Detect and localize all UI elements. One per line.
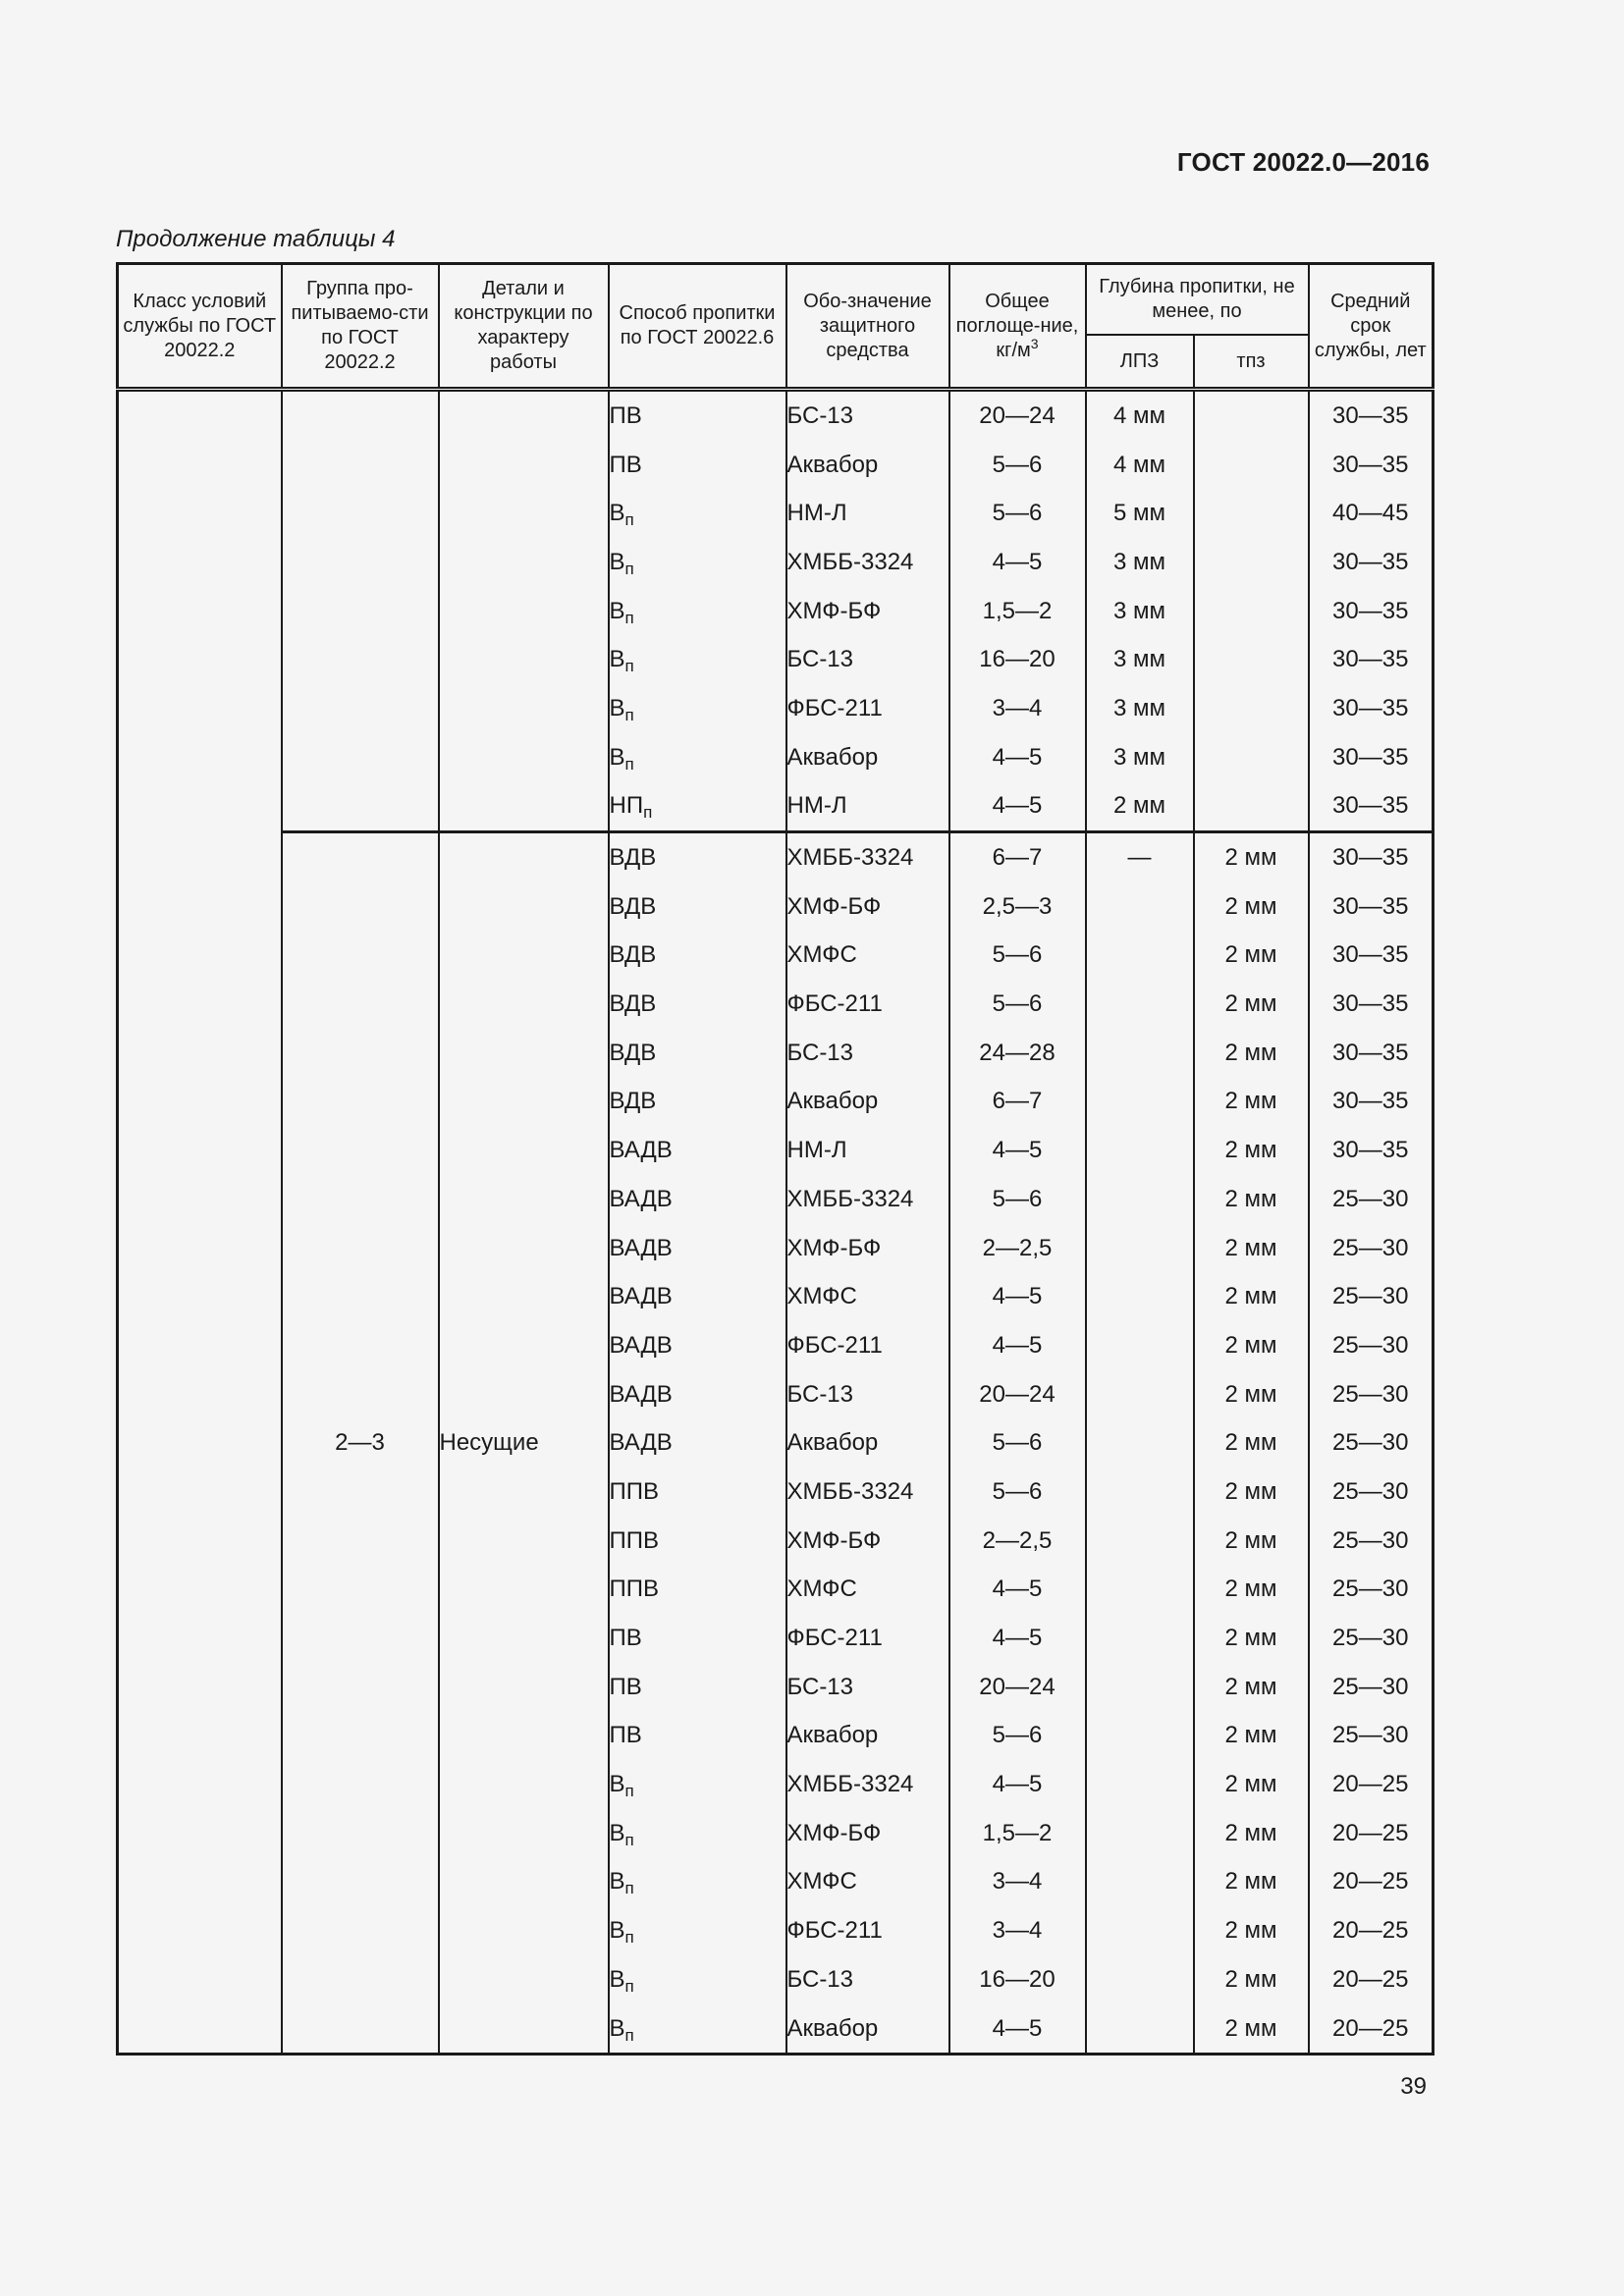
cell-depth-lpz: 5 мм: [1086, 489, 1194, 538]
cell-agent: ХМФ-БФ: [786, 1809, 949, 1858]
cell-absorption: 4—5: [949, 1321, 1086, 1370]
cell-agent: БС-13: [786, 390, 949, 441]
cell-agent: ХМББ-3324: [786, 1468, 949, 1517]
header-service-life: Средний срок службы, лет: [1309, 264, 1434, 390]
cell-depth-tpz: [1194, 635, 1309, 684]
cell-absorption: 20—24: [949, 1370, 1086, 1419]
cell-depth-lpz: 3 мм: [1086, 635, 1194, 684]
cell-method-text: ВАДВ: [609, 1283, 673, 1310]
cell-absorption: 5—6: [949, 1418, 1086, 1468]
page-number: 39: [1400, 2073, 1427, 2100]
cell-absorption: 20—24: [949, 390, 1086, 441]
cell-depth-lpz: [1086, 1760, 1194, 1809]
cell-depth-tpz: 2 мм: [1194, 1614, 1309, 1663]
cell-service-life: 25—30: [1309, 1614, 1434, 1663]
cell-depth-tpz: 2 мм: [1194, 1029, 1309, 1078]
cell-method: [609, 1809, 786, 1858]
cell-depth-tpz: 2 мм: [1194, 1712, 1309, 1761]
cell-method-text: В: [609, 1819, 625, 1846]
cell-agent: БС-13: [786, 1370, 949, 1419]
cell-agent: ХМББ-3324: [786, 832, 949, 882]
cell-method-text: ВАДВ: [609, 1380, 673, 1408]
cell-method: [609, 684, 786, 733]
cell-agent: БС-13: [786, 1955, 949, 2004]
cell-absorbability-group: 2—3: [282, 832, 439, 2055]
cell-method-text: ВДВ: [609, 990, 657, 1018]
cell-method: [609, 1712, 786, 1761]
cell-agent: Аквабор: [786, 1078, 949, 1127]
cell-method: [609, 1272, 786, 1321]
cell-depth-tpz: 2 мм: [1194, 1370, 1309, 1419]
cell-service-life: 25—30: [1309, 1224, 1434, 1273]
header-work-type: Детали и конструкции по характеру работы: [439, 264, 609, 390]
cell-depth-lpz: [1086, 1858, 1194, 1907]
cell-method-text: В: [609, 1771, 625, 1798]
cell-method-text: ВАДВ: [609, 1137, 673, 1164]
cell-service-life: 20—25: [1309, 1858, 1434, 1907]
cell-service-life: 25—30: [1309, 1468, 1434, 1517]
cell-service-life: 25—30: [1309, 1712, 1434, 1761]
cell-service-life: 25—30: [1309, 1370, 1434, 1419]
cell-absorption: 3—4: [949, 1858, 1086, 1907]
header-service-class: Класс условий службы по ГОСТ 20022.2: [118, 264, 282, 390]
cell-service-life: 30—35: [1309, 684, 1434, 733]
cell-method: [609, 1906, 786, 1955]
cell-depth-tpz: 2 мм: [1194, 1321, 1309, 1370]
cell-method-text: НП: [609, 792, 644, 820]
cell-absorption: 5—6: [949, 1175, 1086, 1224]
cell-method: [609, 1858, 786, 1907]
cell-method-subscript: п: [624, 1782, 634, 1801]
cell-agent: ФБС-211: [786, 980, 949, 1029]
cell-depth-lpz: 4 мм: [1086, 390, 1194, 441]
cell-method: [609, 782, 786, 832]
cell-agent: ХМФС: [786, 1566, 949, 1615]
cell-depth-tpz: 2 мм: [1194, 1272, 1309, 1321]
cell-depth-tpz: [1194, 587, 1309, 636]
cell-depth-lpz: [1086, 932, 1194, 981]
cell-method-subscript: п: [624, 510, 634, 530]
cell-absorption: 5—6: [949, 489, 1086, 538]
cell-service-life: 25—30: [1309, 1418, 1434, 1468]
cell-agent: БС-13: [786, 1663, 949, 1712]
cell-service-life: 30—35: [1309, 980, 1434, 1029]
cell-depth-lpz: 3 мм: [1086, 538, 1194, 587]
cell-depth-lpz: [1086, 1809, 1194, 1858]
cell-method-subscript: п: [624, 2025, 634, 2045]
cell-absorption: 24—28: [949, 1029, 1086, 1078]
cell-absorption: 4—5: [949, 1566, 1086, 1615]
header-depth-tpz: тпз: [1194, 335, 1309, 390]
cell-absorption: 4—5: [949, 538, 1086, 587]
cell-depth-tpz: [1194, 538, 1309, 587]
cell-method: [609, 1175, 786, 1224]
cell-depth-lpz: 3 мм: [1086, 684, 1194, 733]
header-total-absorption-sup: 3: [1030, 335, 1039, 351]
cell-method: [609, 1029, 786, 1078]
cell-method-text: ПВ: [609, 451, 642, 478]
cell-method-text: ВАДВ: [609, 1331, 673, 1359]
cell-depth-tpz: 2 мм: [1194, 1126, 1309, 1175]
cell-depth-lpz: [1086, 1955, 1194, 2004]
cell-agent: ХМББ-3324: [786, 538, 949, 587]
cell-agent: ХМФС: [786, 932, 949, 981]
document-code: ГОСТ 20022.0—2016: [1176, 147, 1430, 177]
cell-method: [609, 1370, 786, 1419]
cell-absorption: 1,5—2: [949, 1809, 1086, 1858]
cell-method: [609, 1517, 786, 1566]
header-depth-group: Глубина пропитки, не менее, по: [1086, 264, 1309, 336]
cell-agent: ХМФС: [786, 1858, 949, 1907]
cell-depth-lpz: —: [1086, 832, 1194, 882]
cell-method: [609, 1321, 786, 1370]
cell-depth-tpz: 2 мм: [1194, 2004, 1309, 2055]
cell-method-text: ВДВ: [609, 1039, 657, 1066]
cell-service-life: 30—35: [1309, 538, 1434, 587]
cell-depth-tpz: 2 мм: [1194, 932, 1309, 981]
cell-absorbability-group: [282, 390, 439, 832]
cell-depth-tpz: 2 мм: [1194, 1906, 1309, 1955]
header-total-absorption: [949, 264, 1086, 390]
cell-method-text: В: [609, 500, 625, 527]
table-caption: Продолжение таблицы 4: [116, 226, 396, 252]
cell-service-life: 30—35: [1309, 587, 1434, 636]
cell-depth-lpz: [1086, 1029, 1194, 1078]
cell-service-life: 25—30: [1309, 1175, 1434, 1224]
cell-depth-lpz: 3 мм: [1086, 587, 1194, 636]
cell-method: [609, 1418, 786, 1468]
cell-agent: НМ-Л: [786, 782, 949, 832]
cell-agent: Аквабор: [786, 733, 949, 782]
cell-method-text: ВДВ: [609, 941, 657, 969]
cell-depth-lpz: [1086, 1321, 1194, 1370]
cell-absorption: 3—4: [949, 1906, 1086, 1955]
table-row: [118, 390, 1434, 441]
cell-method: [609, 1760, 786, 1809]
cell-service-life: 30—35: [1309, 832, 1434, 882]
cell-service-life: 20—25: [1309, 1760, 1434, 1809]
cell-method-text: ППВ: [609, 1526, 660, 1554]
cell-depth-lpz: [1086, 1566, 1194, 1615]
cell-depth-lpz: [1086, 1468, 1194, 1517]
cell-depth-lpz: [1086, 1712, 1194, 1761]
cell-depth-lpz: [1086, 1517, 1194, 1566]
cell-method-text: В: [609, 1965, 625, 1993]
cell-depth-tpz: 2 мм: [1194, 1566, 1309, 1615]
cell-method: [609, 538, 786, 587]
cell-method-text: В: [609, 646, 625, 673]
cell-method-text: ППВ: [609, 1575, 660, 1603]
cell-method-text: ППВ: [609, 1477, 660, 1505]
cell-absorption: 2—2,5: [949, 1224, 1086, 1273]
cell-depth-lpz: 2 мм: [1086, 782, 1194, 832]
cell-method: [609, 635, 786, 684]
cell-absorption: 4—5: [949, 1126, 1086, 1175]
cell-agent: ХМФ-БФ: [786, 1517, 949, 1566]
cell-depth-tpz: 2 мм: [1194, 882, 1309, 932]
cell-absorption: 2—2,5: [949, 1517, 1086, 1566]
cell-method-subscript: п: [624, 608, 634, 627]
cell-depth-lpz: [1086, 1370, 1194, 1419]
cell-absorption: 5—6: [949, 1468, 1086, 1517]
cell-service-life: 30—35: [1309, 441, 1434, 490]
cell-method-subscript: п: [624, 1976, 634, 1996]
header-depth-lpz: ЛПЗ: [1086, 335, 1194, 390]
cell-service-life: 30—35: [1309, 1029, 1434, 1078]
header-agent-designation: Обо-значение защитного средства: [786, 264, 949, 390]
cell-method-text: ВАДВ: [609, 1234, 673, 1261]
cell-agent: Аквабор: [786, 1418, 949, 1468]
cell-depth-tpz: 2 мм: [1194, 1760, 1309, 1809]
cell-method: [609, 882, 786, 932]
cell-service-life: 25—30: [1309, 1517, 1434, 1566]
cell-method-text: В: [609, 1917, 625, 1945]
cell-absorption: 6—7: [949, 832, 1086, 882]
cell-method: [609, 1955, 786, 2004]
header-absorbability-group: Группа про-питываемо-сти по ГОСТ 20022.2: [282, 264, 439, 390]
cell-agent: ХМФ-БФ: [786, 1224, 949, 1273]
cell-method: [609, 932, 786, 981]
cell-method: [609, 1663, 786, 1712]
cell-work-type: Несущие: [439, 832, 609, 2055]
cell-agent: ХМФ-БФ: [786, 882, 949, 932]
cell-depth-lpz: 4 мм: [1086, 441, 1194, 490]
cell-agent: НМ-Л: [786, 1126, 949, 1175]
cell-absorption: 6—7: [949, 1078, 1086, 1127]
cell-method: [609, 587, 786, 636]
cell-method: [609, 980, 786, 1029]
cell-absorption: 4—5: [949, 1614, 1086, 1663]
cell-depth-tpz: 2 мм: [1194, 1468, 1309, 1517]
cell-depth-tpz: 2 мм: [1194, 1418, 1309, 1468]
cell-method-subscript: п: [624, 1830, 634, 1849]
cell-absorption: 5—6: [949, 980, 1086, 1029]
cell-agent: Аквабор: [786, 441, 949, 490]
cell-depth-tpz: 2 мм: [1194, 1955, 1309, 2004]
cell-service-life: 30—35: [1309, 1126, 1434, 1175]
cell-method: [609, 1126, 786, 1175]
cell-agent: ФБС-211: [786, 1906, 949, 1955]
cell-depth-lpz: [1086, 1906, 1194, 1955]
cell-method-text: В: [609, 597, 625, 624]
cell-agent: НМ-Л: [786, 489, 949, 538]
cell-depth-tpz: 2 мм: [1194, 832, 1309, 882]
cell-method-text: ВДВ: [609, 1088, 657, 1115]
cell-agent: ХМББ-3324: [786, 1760, 949, 1809]
header-total-absorption-text: Общее поглоще-ние, кг/м: [955, 290, 1079, 361]
cell-method: [609, 1566, 786, 1615]
cell-absorption: 4—5: [949, 733, 1086, 782]
cell-service-life: 40—45: [1309, 489, 1434, 538]
cell-service-class: [118, 390, 282, 2055]
cell-depth-lpz: [1086, 980, 1194, 1029]
cell-method-subscript: п: [624, 657, 634, 676]
cell-service-life: 25—30: [1309, 1272, 1434, 1321]
cell-absorption: 16—20: [949, 1955, 1086, 2004]
cell-service-life: 30—35: [1309, 1078, 1434, 1127]
cell-method-subscript: п: [624, 754, 634, 774]
table-body: [118, 390, 1434, 2055]
cell-method-subscript: п: [624, 705, 634, 724]
cell-absorption: 5—6: [949, 1712, 1086, 1761]
cell-method: [609, 441, 786, 490]
cell-absorption: 4—5: [949, 1272, 1086, 1321]
cell-service-life: 30—35: [1309, 932, 1434, 981]
header-impregnation-method: Способ пропитки по ГОСТ 20022.6: [609, 264, 786, 390]
cell-depth-lpz: [1086, 1175, 1194, 1224]
cell-agent: ФБС-211: [786, 1614, 949, 1663]
cell-agent: БС-13: [786, 1029, 949, 1078]
cell-depth-lpz: [1086, 1126, 1194, 1175]
cell-service-life: 30—35: [1309, 733, 1434, 782]
cell-depth-tpz: 2 мм: [1194, 980, 1309, 1029]
cell-method: [609, 489, 786, 538]
cell-depth-lpz: [1086, 1224, 1194, 1273]
cell-method: [609, 1614, 786, 1663]
cell-absorption: 4—5: [949, 782, 1086, 832]
cell-method: [609, 1468, 786, 1517]
cell-method-text: ВДВ: [609, 892, 657, 920]
cell-method-subscript: п: [624, 1928, 634, 1948]
cell-method-text: ПВ: [609, 1625, 642, 1652]
cell-depth-tpz: 2 мм: [1194, 1517, 1309, 1566]
cell-work-type: [439, 390, 609, 832]
cell-depth-lpz: [1086, 1272, 1194, 1321]
cell-depth-tpz: [1194, 782, 1309, 832]
cell-agent: ХМББ-3324: [786, 1175, 949, 1224]
cell-agent: ХМФС: [786, 1272, 949, 1321]
cell-depth-lpz: [1086, 1663, 1194, 1712]
table-header: [118, 264, 1434, 390]
cell-service-life: 20—25: [1309, 1955, 1434, 2004]
cell-absorption: 16—20: [949, 635, 1086, 684]
cell-absorption: 4—5: [949, 1760, 1086, 1809]
cell-method-subscript: п: [624, 1879, 634, 1898]
impregnation-table: [116, 262, 1435, 2056]
cell-service-life: 30—35: [1309, 635, 1434, 684]
cell-service-life: 25—30: [1309, 1321, 1434, 1370]
cell-depth-tpz: 2 мм: [1194, 1858, 1309, 1907]
cell-depth-tpz: [1194, 684, 1309, 733]
cell-depth-tpz: 2 мм: [1194, 1224, 1309, 1273]
cell-method-text: ВАДВ: [609, 1185, 673, 1212]
cell-depth-lpz: [1086, 1418, 1194, 1468]
cell-method-subscript: п: [624, 559, 634, 578]
cell-method: [609, 390, 786, 441]
cell-depth-tpz: [1194, 441, 1309, 490]
cell-agent: Аквабор: [786, 2004, 949, 2055]
cell-depth-lpz: [1086, 2004, 1194, 2055]
cell-method-subscript: п: [643, 803, 653, 823]
cell-agent: ФБС-211: [786, 1321, 949, 1370]
cell-service-life: 30—35: [1309, 882, 1434, 932]
cell-absorption: 4—5: [949, 2004, 1086, 2055]
cell-agent: Аквабор: [786, 1712, 949, 1761]
cell-method-text: ВДВ: [609, 844, 657, 872]
cell-depth-tpz: [1194, 733, 1309, 782]
cell-method-text: В: [609, 694, 625, 721]
cell-depth-lpz: 3 мм: [1086, 733, 1194, 782]
cell-method-text: ПВ: [609, 1673, 642, 1700]
cell-absorption: 5—6: [949, 932, 1086, 981]
cell-service-life: 25—30: [1309, 1566, 1434, 1615]
cell-service-life: 20—25: [1309, 2004, 1434, 2055]
cell-depth-tpz: [1194, 390, 1309, 441]
cell-method: [609, 733, 786, 782]
cell-method-text: ВАДВ: [609, 1429, 673, 1457]
cell-service-life: 20—25: [1309, 1906, 1434, 1955]
cell-method-text: В: [609, 548, 625, 575]
cell-method-text: В: [609, 2014, 625, 2042]
cell-method: [609, 1224, 786, 1273]
cell-absorption: 20—24: [949, 1663, 1086, 1712]
cell-absorption: 3—4: [949, 684, 1086, 733]
cell-method-text: ПВ: [609, 401, 642, 429]
cell-service-life: 25—30: [1309, 1663, 1434, 1712]
cell-depth-lpz: [1086, 1614, 1194, 1663]
cell-method: [609, 832, 786, 882]
cell-service-life: 20—25: [1309, 1809, 1434, 1858]
cell-method-text: В: [609, 743, 625, 771]
cell-service-life: 30—35: [1309, 390, 1434, 441]
cell-depth-tpz: 2 мм: [1194, 1175, 1309, 1224]
cell-method-text: В: [609, 1868, 625, 1896]
cell-method: [609, 2004, 786, 2055]
cell-absorption: 1,5—2: [949, 587, 1086, 636]
cell-depth-lpz: [1086, 882, 1194, 932]
cell-depth-lpz: [1086, 1078, 1194, 1127]
cell-service-life: 30—35: [1309, 782, 1434, 832]
cell-absorption: 2,5—3: [949, 882, 1086, 932]
cell-method-text: ПВ: [609, 1722, 642, 1749]
cell-depth-tpz: 2 мм: [1194, 1663, 1309, 1712]
cell-depth-tpz: 2 мм: [1194, 1078, 1309, 1127]
cell-agent: ФБС-211: [786, 684, 949, 733]
cell-agent: БС-13: [786, 635, 949, 684]
cell-depth-tpz: [1194, 489, 1309, 538]
cell-agent: ХМФ-БФ: [786, 587, 949, 636]
cell-method: [609, 1078, 786, 1127]
cell-depth-tpz: 2 мм: [1194, 1809, 1309, 1858]
table-row: [118, 832, 1434, 882]
cell-absorption: 5—6: [949, 441, 1086, 490]
